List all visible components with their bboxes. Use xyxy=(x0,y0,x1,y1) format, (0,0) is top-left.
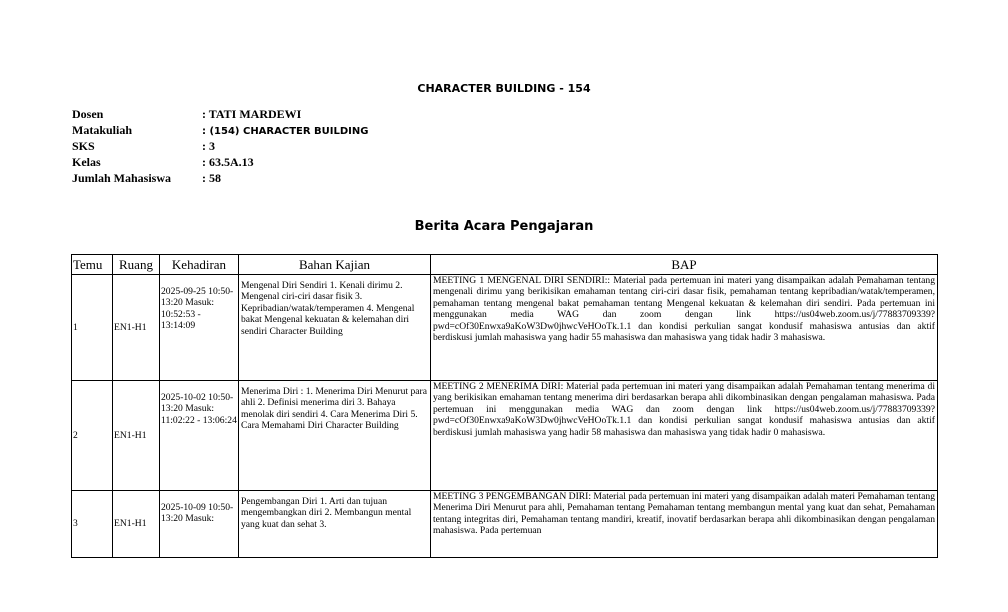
temu-cell: 2 xyxy=(72,381,113,491)
temu-cell: 3 xyxy=(72,491,113,558)
kelas-row xyxy=(72,154,368,170)
bap-table xyxy=(71,254,938,558)
bap-cell: MEETING 1 MENGENAL DIRI SENDIRI:: Material pada pertemuan ini materi yang disampaikan adalah Pemahaman tentang mengenali dirimu yang berikisikan emahaman tentang ciri-ciri dasar fisik, pemahaman tentang kepribadian/watak/temperamen, pemahaman tentang mengenal bakat pemahaman tentang Mengenal kekuatan & kelemahan diri sendiri. Pada pertemuan ini menggunakan media WAG dan zoom dengan link https://us04web.zoom.us/j/77883709339?pwd=cOf30Enwxa9aKoW3Dw0jhwcVeHOoTk.1.1 dan kondisi perkulian sangat kondusif mahasiswa antusias dan aktif berdiskusi jumlah mahasiswa yang hadir 55 mahasiswa dan mahasiswa yang tidak hadir 3 mahasiswa. xyxy=(431,275,938,381)
ruang-cell: EN1-H1 xyxy=(113,491,160,558)
kehadiran-cell: 2025-10-02 10:50-13:20 Masuk: 11:02:22 - 13:06:24 xyxy=(160,381,239,491)
bap-cell: MEETING 3 PENGEMBANGAN DIRI: Material pada pertemuan ini materi yang disampaikan adalah materi Pemahaman tentang Menerima Diri Menurut para ahli, Pemahaman tentang Pemahaman tentang membangun mental yang kuat dan sehat, Pemahaman tentang integritas diri, Pemahaman tentang mandiri, kreatif, inovatif berdasarkan berapa ahli dikombinasikan dengan pengalaman mahasiswa. Pada pertemuan xyxy=(431,491,938,558)
kehadiran-cell: 2025-09-25 10:50-13:20 Masuk: 10:52:53 - 13:14:09 xyxy=(160,275,239,381)
table-row xyxy=(72,275,938,381)
bahan-kajian-cell: Menerima Diri : 1. Menerima Diri Menurut para ahli 2. Definisi menerima diri 3. Bahaya menolak diri sendiri 4. Cara Menerima Diri 5. Cara Memahami Diri Character Building xyxy=(239,381,431,491)
table-row xyxy=(72,491,938,558)
sks-row xyxy=(72,138,368,154)
dosen-value: : TATI MARDEWI xyxy=(202,107,302,121)
kelas-value: : 63.5A.13 xyxy=(202,155,254,169)
header-bahan-kajian: Bahan Kajian xyxy=(239,255,431,275)
ruang-cell: EN1-H1 xyxy=(113,275,160,381)
matakuliah-row xyxy=(72,122,368,138)
sks-value: : 3 xyxy=(202,139,215,153)
matakuliah-label: Matakuliah xyxy=(72,123,133,137)
header-ruang: Ruang xyxy=(113,255,160,275)
temu-cell: 1 xyxy=(72,275,113,381)
header-temu: Temu xyxy=(72,255,113,275)
bahan-kajian-cell: Pengembangan Diri 1. Arti dan tujuan mengembangkan diri 2. Membangun mental yang kuat dan sehat 3. xyxy=(239,491,431,558)
table-row xyxy=(72,381,938,491)
jumlah-mahasiswa-label: Jumlah Mahasiswa xyxy=(72,171,172,185)
bap-cell: MEETING 2 MENERIMA DIRI: Material pada pertemuan ini materi yang disampaikan adalah Pemahaman tentang menerima di yang berikisikan emahaman tentang menerima diri berdasarkan berapa ahli dikombinasikan dengan pengalaman mahasiswa. Pada pertemuan ini menggunakan media WAG dan zoom dengan link https://us04web.zoom.us/j/77883709339?pwd=cOf30Enwxa9aKoW3Dw0jhwcVeHOoTk.1.1 dan kondisi perkulian sangat kondusif mahasiswa antusias dan aktif berdiskusi jumlah mahasiswa yang hadir 58 mahasiswa dan mahasiswa yang tidak hadir 0 mahasiswa. xyxy=(431,381,938,491)
kelas-label: Kelas xyxy=(72,155,101,169)
sks-label: SKS xyxy=(72,139,95,153)
dosen-label: Dosen xyxy=(72,107,104,121)
section-title: Berita Acara Pengajaran xyxy=(414,219,594,234)
header-bap: BAP xyxy=(431,255,938,275)
dosen-row xyxy=(72,106,368,122)
course-info xyxy=(72,106,368,186)
page-title: CHARACTER BUILDING - 154 xyxy=(417,82,591,95)
kehadiran-cell: 2025-10-09 10:50-13:20 Masuk: xyxy=(160,491,239,558)
jumlah-mahasiswa-row xyxy=(72,170,368,186)
header-kehadiran: Kehadiran xyxy=(160,255,239,275)
table-header-row xyxy=(72,255,938,275)
bahan-kajian-cell: Mengenal Diri Sendiri 1. Kenali dirimu 2. Mengenal ciri-ciri dasar fisik 3. Kepribadian/watak/temperamen 4. Mengenal bakat Mengenal kekuatan & kelemahan diri sendiri Character Building xyxy=(239,275,431,381)
jumlah-mahasiswa-value: : 58 xyxy=(202,171,221,185)
matakuliah-value: : (154) CHARACTER BUILDING xyxy=(202,126,369,137)
ruang-cell: EN1-H1 xyxy=(113,381,160,491)
